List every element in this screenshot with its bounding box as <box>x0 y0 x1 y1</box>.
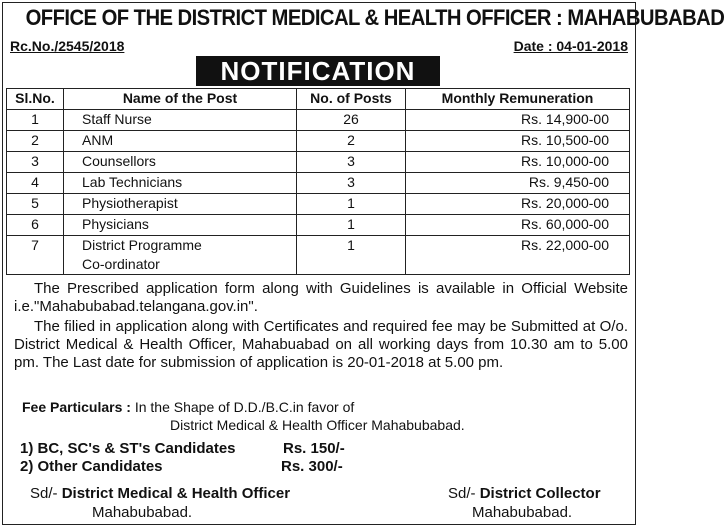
cell-num-posts: 3 <box>297 173 406 194</box>
signature-dmho <box>30 484 290 522</box>
cell-remuneration: Rs. 22,000-00 <box>406 236 630 275</box>
cell-remuneration: Rs. 60,000-00 <box>406 215 630 236</box>
fee-amount-other: Rs. 300/- <box>281 458 343 475</box>
cell-slno: 2 <box>7 131 64 152</box>
office-title: OFFICE OF THE DISTRICT MEDICAL & HEALTH OFFICER : MAHABUBABAD <box>25 5 724 30</box>
cell-num-posts: 1 <box>297 215 406 236</box>
fee-amount-bc-sc-st: Rs. 150/- <box>283 440 345 457</box>
fee-particulars <box>22 398 354 416</box>
table-row <box>7 236 630 275</box>
table-row <box>7 110 630 131</box>
application-form-paragraph: The Prescribed application form along with Guidelines is available in Official Website i.e."Mahabubabad.telangana.gov.in". <box>14 280 628 315</box>
column-header-slno: Sl.No. <box>7 89 64 110</box>
table-row <box>7 173 630 194</box>
cell-remuneration: Rs. 10,000-00 <box>406 152 630 173</box>
cell-num-posts: 26 <box>297 110 406 131</box>
fee-item-other: 2) Other Candidates <box>20 458 163 475</box>
signature-collector <box>448 484 601 522</box>
cell-num-posts: 2 <box>297 131 406 152</box>
column-header-remuneration: Monthly Remuneration <box>406 89 630 110</box>
cell-post-name: Physicians <box>64 215 297 236</box>
sig-prefix: Sd/- <box>30 485 58 502</box>
cell-post-name: Counsellors <box>64 152 297 173</box>
sig-prefix: Sd/- <box>448 485 476 502</box>
cell-remuneration: Rs. 9,450-00 <box>406 173 630 194</box>
cell-post-name: Staff Nurse <box>64 110 297 131</box>
cell-slno: 3 <box>7 152 64 173</box>
submission-paragraph: The filied in application along with Certificates and required fee may be Submitted at O/o. District Medical & Health Officer, Mahabuabad on all working days from 10.30 am to 5.00 pm. The Last date for submission of application is 20-01-2018 at 5.00 pm. <box>14 318 628 371</box>
cell-remuneration: Rs. 10,500-00 <box>406 131 630 152</box>
cell-remuneration: Rs. 14,900-00 <box>406 110 630 131</box>
fee-line2: District Medical & Health Officer Mahabubabad. <box>170 417 465 433</box>
column-header-num-posts: No. of Posts <box>297 89 406 110</box>
reference-number: Rc.No./2545/2018 <box>10 38 125 54</box>
sig-title: District Collector <box>479 485 601 502</box>
cell-slno: 4 <box>7 173 64 194</box>
cell-post-name <box>64 236 297 275</box>
cell-num-posts: 3 <box>297 152 406 173</box>
posts-table <box>6 88 630 275</box>
fee-line1: In the Shape of D.D./B.C.in favor of <box>134 399 355 415</box>
sig-title: District Medical & Health Officer <box>61 485 291 502</box>
sig-place: Mahabubabad. <box>92 504 193 521</box>
cell-num-posts: 1 <box>297 236 406 275</box>
cell-slno: 1 <box>7 110 64 131</box>
table-row <box>7 131 630 152</box>
cell-post-name: Lab Technicians <box>64 173 297 194</box>
cell-slno: 5 <box>7 194 64 215</box>
notification-banner: NOTIFICATION <box>196 56 440 86</box>
cell-slno: 7 <box>7 236 64 275</box>
table-row <box>7 152 630 173</box>
post-name-line1: District Programme <box>82 237 202 253</box>
fee-label: Fee Particulars : <box>22 399 131 415</box>
cell-post-name: ANM <box>64 131 297 152</box>
post-name-line2: Co-ordinator <box>82 256 160 272</box>
table-row <box>7 194 630 215</box>
notice-date: Date : 04-01-2018 <box>513 38 628 54</box>
cell-remuneration: Rs. 20,000-00 <box>406 194 630 215</box>
fee-item-bc-sc-st: 1) BC, SC's & ST's Candidates <box>20 440 236 457</box>
table-header-row <box>7 89 630 110</box>
cell-num-posts: 1 <box>297 194 406 215</box>
sig-place: Mahabubabad. <box>472 504 573 521</box>
table-row <box>7 215 630 236</box>
column-header-post-name: Name of the Post <box>64 89 297 110</box>
cell-post-name: Physiotherapist <box>64 194 297 215</box>
cell-slno: 6 <box>7 215 64 236</box>
